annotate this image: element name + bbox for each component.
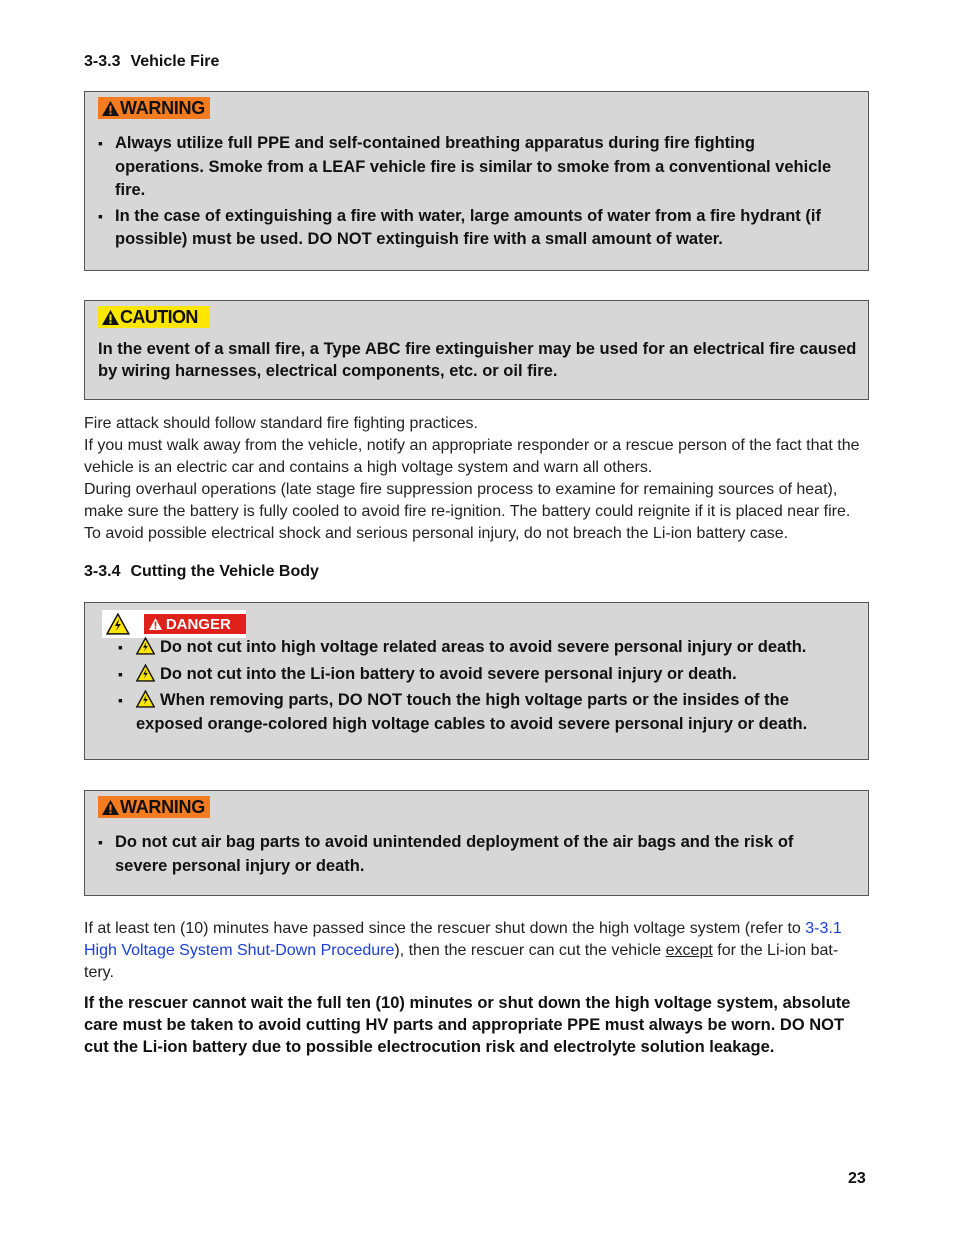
section-title: Vehicle Fire <box>130 53 220 70</box>
paragraph: To avoid possible electrical shock and serious personal injury, do not breach the Li-ion battery case. <box>84 525 789 542</box>
warning-label <box>98 97 210 119</box>
caution-label <box>98 306 210 328</box>
list-item: ▪ Always utilize full PPE and self-contained breathing apparatus during fire fighting operations. Smoke from a LEAF vehicle fire is similar to smoke from a conventional vehicle fire. <box>98 134 832 199</box>
warning-triangle-icon <box>101 100 120 117</box>
underlined-except: except <box>665 942 713 959</box>
warning-triangle-icon <box>101 799 120 816</box>
list-item: ▪ Do not cut into high voltage related areas to avoid severe personal injury or death. <box>118 638 807 656</box>
list-item: ▪ In the case of extinguishing a fire with water, large amounts of water from a fire hydrant (if possible) must be used. DO NOT extinguish fire with a small amount of water. <box>98 206 821 248</box>
cutting-bold-paragraph: If the rescuer cannot wait the full ten (10) minutes or shut down the high voltage system, absolute care must be taken to avoid cutting HV parts and appropriate PPE must always be worn. DO NOT cut the Li-ion battery due to possible electrocution risk and electrolyte solution leakage. <box>84 994 851 1056</box>
caution-label-text: CAUTION <box>120 306 198 327</box>
paragraph: During overhaul operations (late stage fire suppression process to examine for remaining sources of heat), make sure the battery is fully cooled to avoid fire re-ignition. The battery could reignite if it is placed near fire. <box>84 481 851 520</box>
danger-label <box>102 610 246 638</box>
caution-box <box>84 300 869 400</box>
warning-label-text: WARNING <box>120 796 205 817</box>
high-voltage-icon <box>136 637 155 655</box>
paragraph: Fire attack should follow standard fire fighting practices. <box>84 415 478 432</box>
list-item: ▪ Do not cut air bag parts to avoid unintended deployment of the air bags and the risk of severe personal injury or death. <box>98 833 794 875</box>
warning-label-text: WARNING <box>120 97 205 118</box>
danger-box <box>84 602 869 760</box>
link-shutdown-procedure[interactable]: 3-3.1 High Voltage System Shut-Down Procedure <box>84 920 842 959</box>
paragraph: If you must walk away from the vehicle, notify an appropriate responder or a rescue person of the fact that the vehicle is an electric car and contains a high voltage system and warn all others. <box>84 437 860 476</box>
warning-label <box>98 796 210 818</box>
section-heading-vehicle-fire <box>84 53 219 71</box>
section-title: Cutting the Vehicle Body <box>130 563 319 580</box>
section-heading-cutting-vehicle-body <box>84 563 319 581</box>
caution-text: In the event of a small fire, a Type ABC fire extinguisher may be used for an electrical fire caused by wiring harnesses, electrical components, etc. or oil fire. <box>98 340 857 380</box>
high-voltage-icon <box>136 690 155 708</box>
section-number: 3-3.4 <box>84 563 121 580</box>
warning-box <box>84 91 869 271</box>
list-item: ▪ When removing parts, DO NOT touch the high voltage parts or the insides of the exposed orange-colored high voltage cables to avoid severe personal injury or death. <box>118 691 808 733</box>
warning-list <box>98 132 843 254</box>
danger-label-badge <box>144 614 246 634</box>
danger-label-text: DANGER <box>165 615 231 633</box>
page-number: 23 <box>848 1170 866 1187</box>
warning-list <box>98 831 838 880</box>
warning-box <box>84 790 869 896</box>
high-voltage-icon <box>106 613 130 635</box>
fire-paragraphs <box>84 413 874 545</box>
danger-list <box>118 636 858 739</box>
high-voltage-icon <box>136 664 155 682</box>
section-number: 3-3.3 <box>84 53 121 70</box>
danger-triangle-icon <box>148 617 163 631</box>
cutting-paragraph: If at least ten (10) minutes have passed since the rescuer shut down the high voltage system (refer to 3-3.1 High Voltage System Shut-Down Procedure), then the rescuer can cut the vehicle except for the Li-ion bat-tery. <box>84 920 842 981</box>
caution-triangle-icon <box>101 309 120 326</box>
list-item: ▪ Do not cut into the Li-ion battery to avoid severe personal injury or death. <box>118 664 737 683</box>
